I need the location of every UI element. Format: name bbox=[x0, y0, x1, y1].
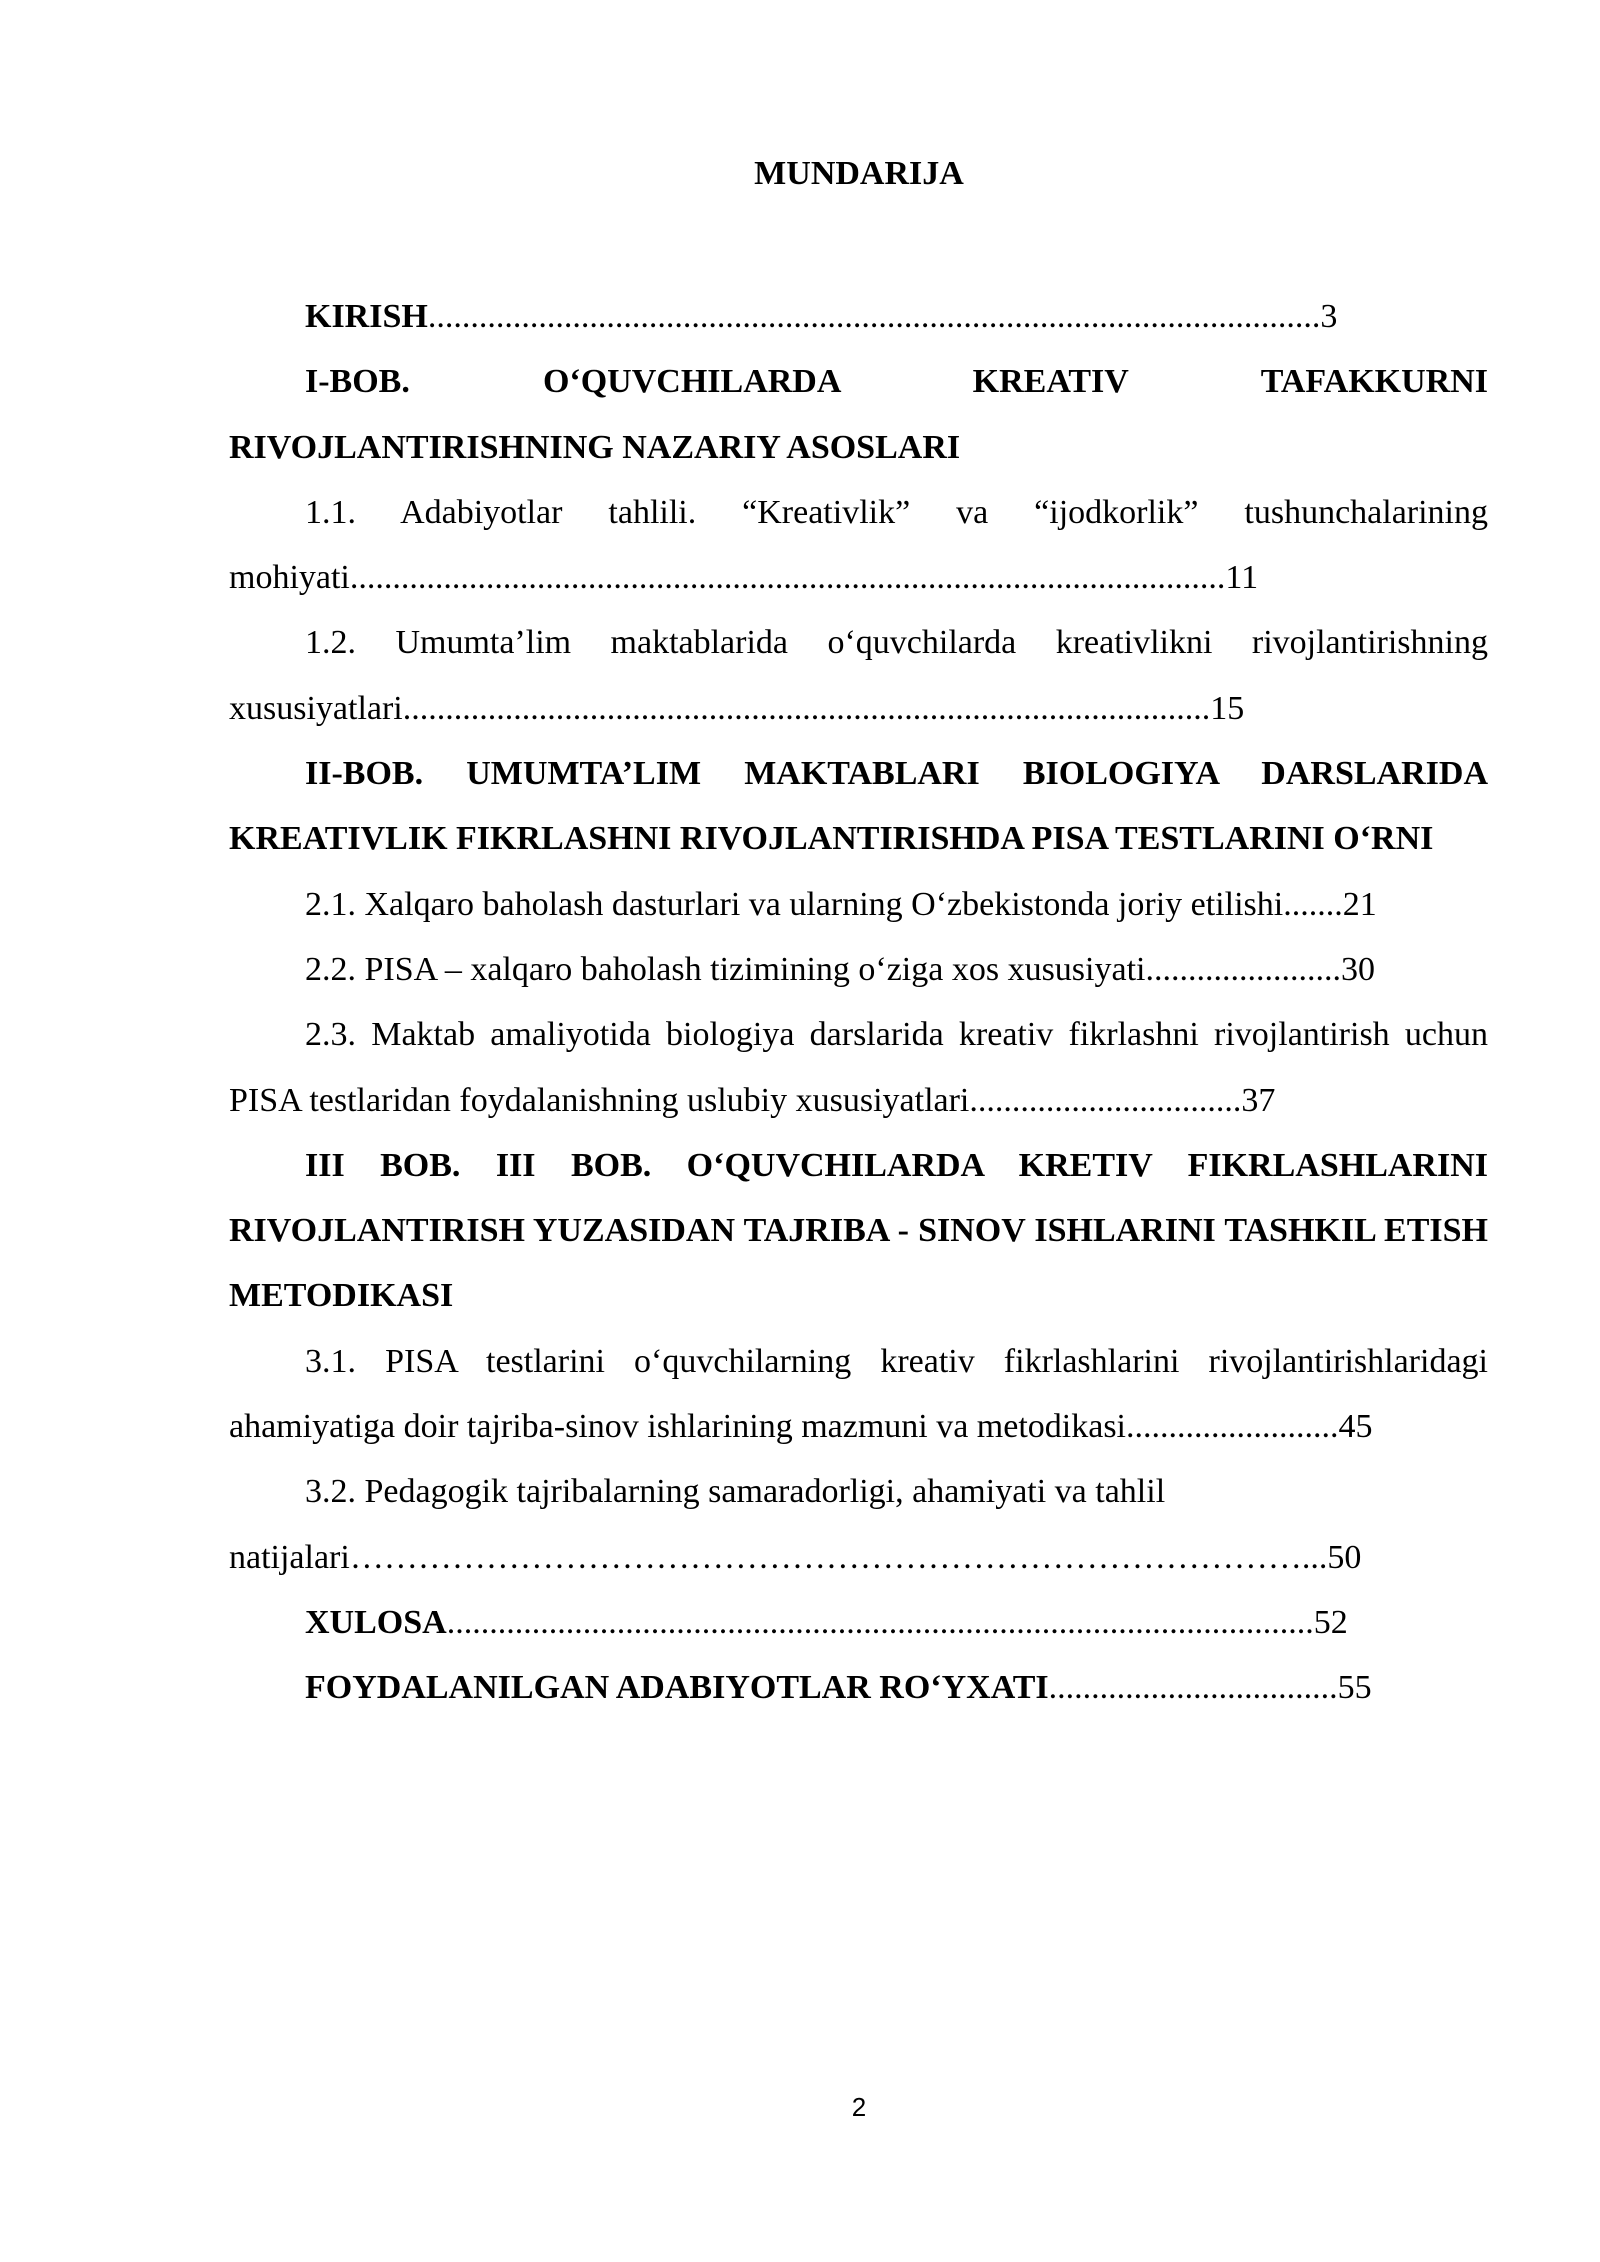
toc-leader: ......................... bbox=[1126, 1408, 1339, 1446]
toc-label: XULOSA bbox=[305, 1603, 447, 1641]
toc-entry-section-1-1 bbox=[229, 480, 1488, 611]
toc-entry-xulosa bbox=[229, 1590, 1488, 1655]
toc-label: II-BOB. UMUMTA’LIM MAKTABLARI BIOLOGIYA DARSLARIDA KREATIVLIK FIKRLASHNI RIVOJLANTIRISHDA PISA TESTLARINI O‘RNI bbox=[229, 755, 1488, 858]
toc-page-number: 11 bbox=[1225, 559, 1259, 597]
toc-entry-section-3-1 bbox=[229, 1329, 1488, 1460]
toc-leader: .................................. bbox=[1048, 1669, 1338, 1707]
page-title: MUNDARIJA bbox=[754, 155, 964, 192]
toc-label: FOYDALANILGAN ADABIYOTLAR RO‘YXATI bbox=[305, 1669, 1049, 1707]
toc-entry-section-3-2 bbox=[229, 1459, 1488, 1590]
toc-entry-chapter-3 bbox=[229, 1133, 1488, 1329]
toc-label: 3.2. Pedagogik tajribalarning samaradorligi, ahamiyati va tahlil bbox=[305, 1473, 1166, 1511]
toc-label: I-BOB. O‘QUVCHILARDA KREATIV TAFAKKURNI RIVOJLANTIRISHNING NAZARIY ASOSLARI bbox=[229, 363, 1488, 466]
toc-label: KIRISH bbox=[305, 298, 428, 335]
toc-page-number: 50 bbox=[1327, 1538, 1362, 1576]
toc-leader: ...................................................................................................... bbox=[446, 1603, 1314, 1641]
toc-page-number: 21 bbox=[1342, 885, 1377, 923]
page-number: 2 bbox=[851, 2092, 867, 2122]
toc-label: 1.2. Umumta’lim maktablarida o‘quvchilarda kreativlikni rivojlantirishning xususiyatlari bbox=[229, 624, 1488, 727]
toc-label: 1.1. Adabiyotlar tahlili. “Kreativlik” va “ijodkorlik” tushunchalarining mohiyati bbox=[229, 493, 1488, 597]
toc-page-number: 3 bbox=[1320, 298, 1338, 335]
toc-page-number: 52 bbox=[1313, 1603, 1348, 1641]
toc-entry-section-2-1 bbox=[229, 872, 1488, 937]
toc-leader: ......................................................................................................... bbox=[427, 298, 1321, 335]
toc-page-number: 55 bbox=[1337, 1669, 1372, 1707]
toc-leader: ....... bbox=[1283, 885, 1343, 923]
toc-label-continued: natijalari bbox=[229, 1538, 350, 1576]
toc-leader: ................................ bbox=[969, 1081, 1242, 1119]
toc-label: 3.1. PISA testlarini o‘quvchilarning kreativ fikrlashlarini rivojlantirishlaridagi ahamiyatiga doir tajriba-sinov ishlarining mazmuni va metodikasi bbox=[229, 1342, 1488, 1446]
toc-entry-kirish bbox=[229, 284, 1488, 349]
toc-leader: …………………………………………………………………………... bbox=[349, 1538, 1328, 1576]
toc-page-number: 15 bbox=[1210, 689, 1245, 727]
toc-page-number: 45 bbox=[1338, 1408, 1373, 1446]
toc-leader: ............................................................................................... bbox=[402, 689, 1211, 727]
toc-leader: ....................... bbox=[1145, 950, 1341, 988]
toc-entry-bibliography bbox=[229, 1655, 1488, 1720]
toc-entry-chapter-1 bbox=[229, 349, 1488, 480]
toc-entry-section-2-3 bbox=[229, 1002, 1488, 1133]
table-of-contents bbox=[229, 284, 1488, 1721]
toc-page-number: 30 bbox=[1340, 950, 1375, 988]
toc-label: III BOB. III BOB. O‘QUVCHILARDA KRETIV FIKRLASHLARINI RIVOJLANTIRISH YUZASIDAN TAJRIBA - SINOV ISHLARINI TASHKIL ETISH METODIKASI bbox=[229, 1146, 1488, 1315]
toc-leader: ....................................................................................................... bbox=[349, 559, 1226, 597]
toc-label: 2.3. Maktab amaliyotida biologiya darslarida kreativ fikrlashni rivojlantirish uchun PISA testlaridan foydalanishning uslubiy xususiyatlari bbox=[229, 1016, 1488, 1119]
toc-entry-chapter-2 bbox=[229, 741, 1488, 872]
toc-label: 2.2. PISA – xalqaro baholash tizimining o‘ziga xos xususiyati bbox=[305, 950, 1146, 988]
toc-entry-section-1-2 bbox=[229, 610, 1488, 741]
toc-page-number: 37 bbox=[1241, 1081, 1276, 1119]
toc-label: 2.1. Xalqaro baholash dasturlari va ularning O‘zbekistonda joriy etilishi bbox=[305, 885, 1284, 923]
toc-entry-section-2-2 bbox=[229, 937, 1488, 1002]
